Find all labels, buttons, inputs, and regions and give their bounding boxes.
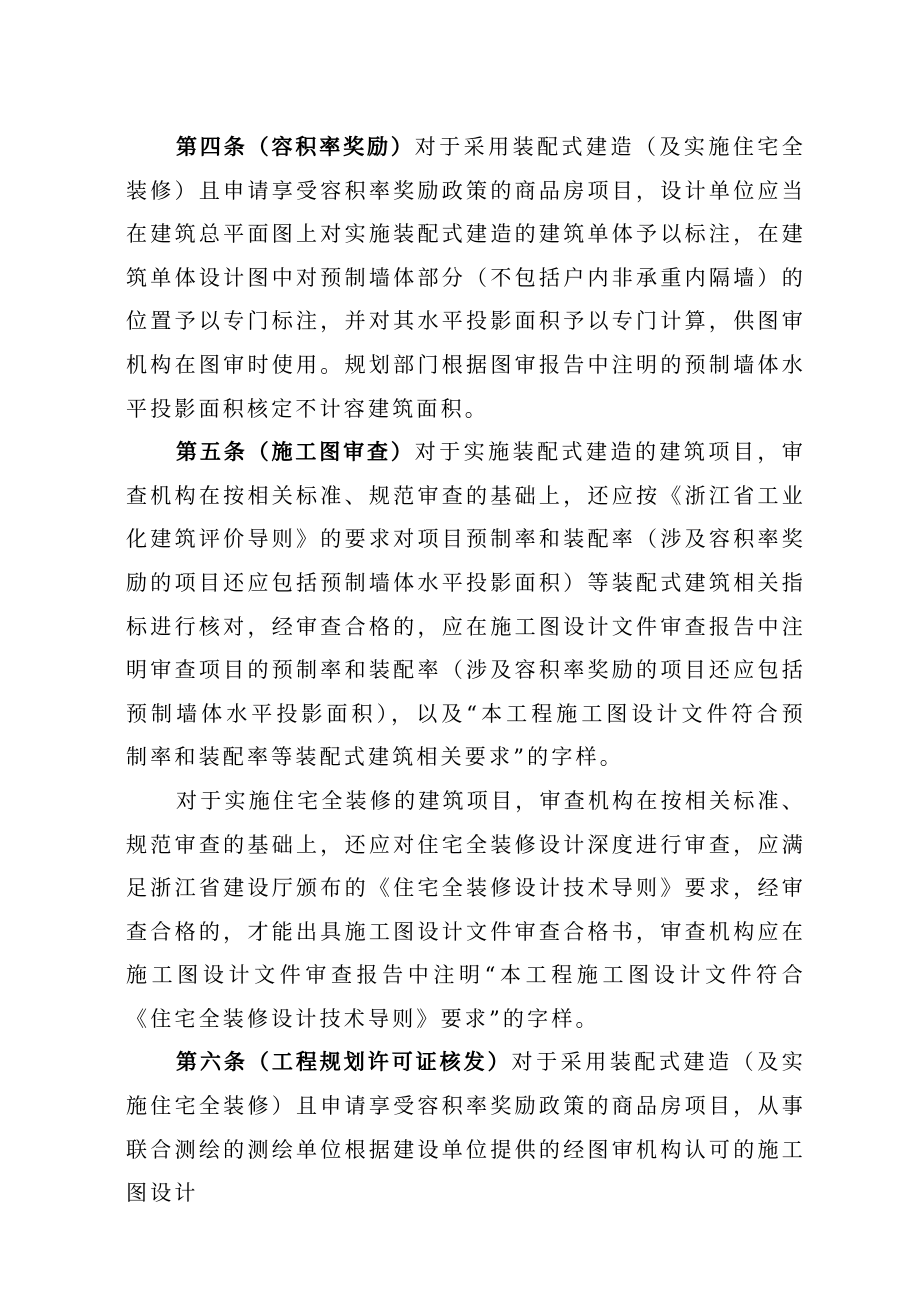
- document-body: [126, 126, 806, 1216]
- article-6-text: 对于采用装配式建造（及实施住宅全装修）且申请享受容积率奖励政策的商品房项目，从事联合测绘的测绘单位根据建设单位提供的经图审机构认可的施工图设计: [126, 1050, 806, 1206]
- article-4-heading: 第四条（容积率奖励）: [176, 135, 415, 159]
- article-4-paragraph: [126, 126, 806, 431]
- article-5-continuation-paragraph: [126, 780, 806, 1042]
- article-5-continuation-text: 对于实施住宅全装修的建筑项目，审查机构在按相关标准、规范审查的基础上，还应对住宅全装修设计深度进行审查，应满足浙江省建设厅颁布的《住宅全装修设计技术导则》要求，经审查合格的，才能出具施工图设计文件审查合格书，审查机构应在施工图设计文件审查报告中注明“本工程施工图设计文件符合《住宅全装修设计技术导则》要求”的字样。: [126, 788, 806, 1031]
- article-6-paragraph: [126, 1041, 806, 1215]
- article-5-heading: 第五条（施工图审查）: [176, 440, 415, 465]
- article-6-heading: 第六条（工程规划许可证核发）: [176, 1050, 512, 1075]
- article-4-text: 对于采用装配式建造（及实施住宅全装修）且申请享受容积率奖励政策的商品房项目，设计单位应当在建筑总平面图上对实施装配式建造的建筑单体予以标注，在建筑单体设计图中对预制墙体部分（不包括户内非承重内隔墙）的位置予以专门标注，并对其水平投影面积予以专门计算，供图审机构在图审时使用。规划部门根据图审报告中注明的预制墙体水平投影面积核定不计容建筑面积。: [126, 135, 806, 421]
- article-5-paragraph: [126, 431, 806, 780]
- article-5-text: 对于实施装配式建造的建筑项目，审查机构在按相关标准、规范审查的基础上，还应按《浙江省工业化建筑评价导则》的要求对项目预制率和装配率（涉及容积率奖励的项目还应包括预制墙体水平投影面积）等装配式建筑相关指标进行核对，经审查合格的，应在施工图设计文件审查报告中注明审查项目的预制率和装配率（涉及容积率奖励的项目还应包括预制墙体水平投影面积），以及“本工程施工图设计文件符合预制率和装配率等装配式建筑相关要求”的字样。: [126, 440, 806, 770]
